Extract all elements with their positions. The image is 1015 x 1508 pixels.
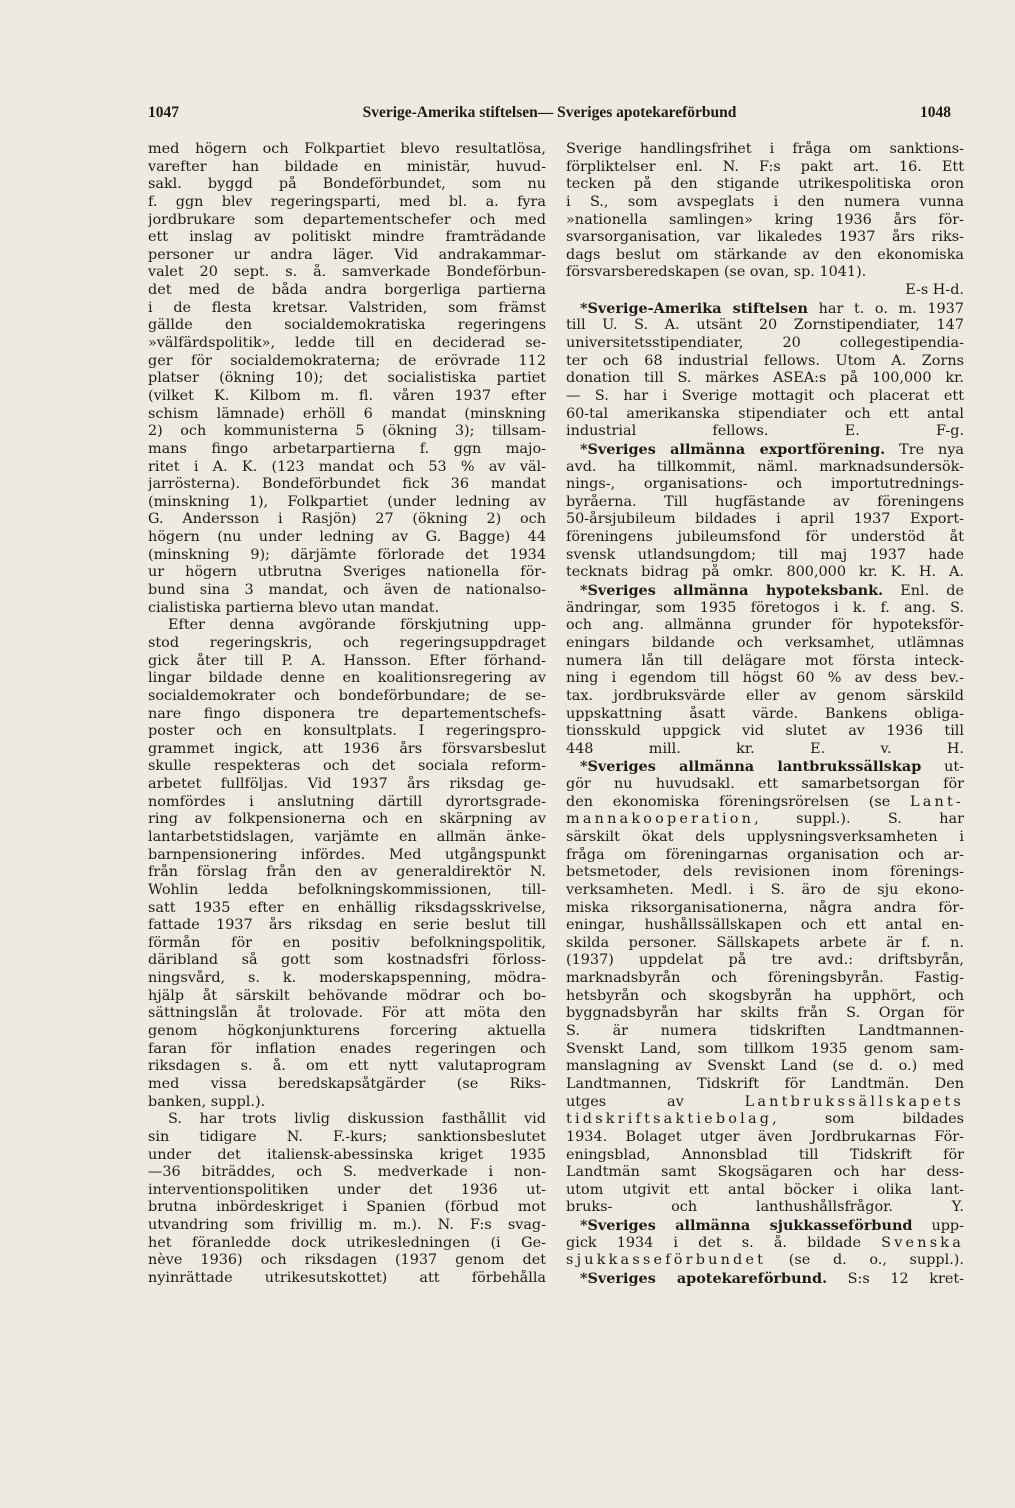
text-line: ningsvård, s. k. moderskapspenning, mödra- — [148, 970, 546, 987]
text-line: barnpensionering infördes. Med utgångspunkt — [148, 846, 546, 863]
text-run: den ekonomiska föreningsrörelsen (se — [566, 793, 910, 810]
text-run: industrial fellows. — [566, 423, 769, 440]
text-line: ring av folkpensionerna och en skärpning av — [148, 811, 546, 828]
text-line: valet 20 sept. s. å. samverkade Bondeförbun- — [148, 264, 546, 281]
page-number-left: 1047 — [148, 104, 179, 121]
text-line: (minskning 1), Folkpartiet (under ledning av — [148, 493, 546, 510]
text-line: Svenskt Land, som tillkom 1935 genom sam- — [566, 1040, 964, 1057]
text-line: svensk utlandsungdom; till maj 1937 hade — [566, 546, 964, 563]
text-line: universitetsstipendiater, 20 collegestipendia- — [566, 335, 964, 352]
text-line: miska riksorganisationerna, några andra för- — [566, 899, 964, 916]
spaced-reference: sjukkasseförbundet — [566, 1252, 767, 1269]
text-line: gällde den socialdemokratiska regeringens — [148, 317, 546, 334]
text-line: det med de båda andra borgerliga partierna — [148, 282, 546, 299]
text-run: gick 1934 i det s. å. bildade — [566, 1234, 882, 1251]
text-line: jarrösterna). Bondeförbundet fick 36 mandat — [148, 476, 546, 493]
text-line: »nationella samlingen» kring 1936 års för- — [566, 211, 964, 228]
text-line: hetsbyrån och skogsbyrån ha upphört, och — [566, 987, 964, 1004]
text-line: tecknats bidrag på omkr. 800,000 kr. K. H. A. — [566, 564, 964, 581]
text-line: 50-årsjubileum bildades i april 1937 Export- — [566, 511, 964, 528]
text-line: däribland så gott som kostnadsfri förloss- — [148, 952, 546, 969]
text-line: ur högern utbrutna Sveriges nationella för- — [148, 564, 546, 581]
author-signature: E-s H-d. — [905, 282, 964, 299]
entry-heading: *Sveriges allmänna exportförening. — [580, 440, 886, 458]
text-line: marknadsbyrån och föreningsbyrån. Fastig- — [566, 970, 964, 987]
text-line: utvandring som frivillig m. m.). N. F:s svag- — [148, 1217, 546, 1234]
text-line: Wohlin ledda befolkningskommissionen, till- — [148, 881, 546, 898]
text-line: nyinrättade utrikesutskottet) att förbehålla — [148, 1270, 546, 1286]
text-line: gör nu huvudsakl. ett samarbetsorgan för — [566, 776, 964, 793]
text-line: till U. S. A. utsänt 20 Zornstipendiater, 147 — [566, 317, 964, 334]
text-line: numera lån till delägare mot första inteck- — [566, 652, 964, 669]
text-line: byggnadsbyrån har skilts från S. Organ för — [566, 1005, 964, 1022]
text-line: stod regeringskris, och regeringsuppdraget — [148, 634, 546, 651]
text-line: Landtmän samt Skogsägaren och har dess- — [566, 1164, 964, 1181]
text-line: (minskning 9); därjämte förlorade det 1934 — [148, 546, 546, 563]
text-line: brutna inbördeskriget i Spanien (förbud mot — [148, 1199, 546, 1216]
text-run: ut- — [921, 759, 964, 776]
text-line: manslagning av Svenskt Land (se d. o.) med — [566, 1058, 964, 1075]
text-line: banken, suppl.). — [148, 1093, 266, 1110]
text-line: skilda personer. Sällskapets arbete är f. n. — [566, 934, 964, 951]
spaced-reference: Lantbrukssällskapets — [744, 1093, 964, 1110]
text-line: förmån för en positiv befolkningspolitik, — [148, 934, 546, 951]
text-line: G. Andersson i Rasjön) 27 (ökning 2) och — [148, 511, 546, 528]
spaced-reference: tidskriftsaktiebolag — [566, 1111, 773, 1128]
text-line: fattade 1937 års riksdag en serie beslut till — [148, 917, 546, 934]
text-line: nève 1936) och riksdagen (1937 genom det — [148, 1252, 546, 1269]
text-line: särskilt ökat dels upplysningsverksamheten i — [566, 828, 964, 845]
text-line — [566, 1252, 964, 1270]
text-line: varefter han bildade en ministär, huvud- — [148, 158, 546, 175]
text-line: under det italiensk-abessinska kriget 1935 — [148, 1146, 546, 1163]
text-line: socialdemokrater och bondeförbundare; de se- — [148, 687, 546, 704]
text-line: ning i egendom till högst 60 % av dess bev.- — [566, 670, 964, 687]
text-line: S. är numera tidskriften Landtmannen- — [566, 1023, 964, 1040]
text-line: donation till S. märkes ASEA:s på 100,000 kr. — [566, 370, 964, 387]
author-signature: Y. — [951, 1199, 964, 1216]
text-run: Tre nya — [885, 441, 964, 458]
text-line: 2) och kommunisterna 5 (ökning 3); tillsam- — [148, 423, 546, 440]
text-line: eningars bildande och verksamhet, utlämnas — [566, 634, 964, 651]
text-line: nomfördes i anslutning därtill dyrortsgrade- — [148, 793, 546, 810]
entry-heading: *Sveriges allmänna lantbrukssällskap — [580, 758, 922, 776]
text-line: interventionspolitiken under det 1936 ut- — [148, 1181, 546, 1198]
text-line: skulle respekteras och det sociala reform- — [148, 758, 546, 775]
text-line: tionsskuld uppgick vid slutet av 1936 till — [566, 723, 964, 740]
text-line — [566, 1217, 964, 1235]
text-line: byråerna. Till hugfästande av föreningens — [566, 493, 964, 510]
text-line: hjälp åt särskilt behövande mödrar och bo- — [148, 987, 546, 1004]
text-line: 60-tal amerikanska stipendiater och ett antal — [566, 405, 964, 422]
text-line: ett inslag av politiskt mindre framträdande — [148, 229, 546, 246]
text-line: förpliktelser enl. N. F:s pakt art. 16. Ett — [566, 158, 964, 175]
right-column — [566, 141, 964, 1288]
text-line — [566, 1199, 964, 1217]
entry-heading: *Sverige-Amerika stiftelsen — [580, 299, 809, 317]
text-line: het föranledde dock utrikesledningen (i Ge- — [148, 1234, 546, 1251]
text-line: försvarsberedskapen (se ovan, sp. 1041). — [566, 264, 867, 281]
text-line: ritet i A. K. (123 mandat och 53 % av väl- — [148, 458, 546, 475]
text-run: 448 mill. kr. — [566, 740, 755, 757]
text-line: verksamheten. Medl. i S. äro de sju ekono- — [566, 881, 964, 898]
text-line: ger för socialdemokraterna; de erövrade 112 — [148, 352, 546, 369]
text-line: »välfärdspolitik», ledde till en deciderad se- — [148, 335, 546, 352]
text-line: sättningslån åt trolovade. För att möta den — [148, 1005, 546, 1022]
spaced-reference: mannakooperation — [566, 811, 755, 828]
text-line: eningar, hushållssällskapen och ett antal en- — [566, 917, 964, 934]
text-line: bund sina 3 mandat, och även de nationalso- — [148, 582, 546, 599]
left-column — [148, 141, 546, 1288]
text-line — [566, 794, 964, 812]
text-line: utom utgivit ett antal böcker i olika lant- — [566, 1181, 964, 1198]
text-line — [566, 811, 964, 829]
text-line — [566, 423, 964, 441]
text-line: från förslag från den av generaldirektör N. — [148, 864, 546, 881]
text-line: uppskattning åsatt värde. Bankens obliga- — [566, 705, 964, 722]
text-line: gick åter till P. A. Hansson. Efter förhand- — [148, 652, 546, 669]
text-line: svarsorganisation, var likaledes 1937 års riks- — [566, 229, 964, 246]
text-line — [566, 741, 964, 759]
text-line: Efter denna avgörande förskjutning upp- — [168, 617, 546, 634]
text-run: utges av — [566, 1093, 684, 1110]
text-line: i S., som avspeglats i den numera vunna — [566, 193, 964, 210]
text-line — [566, 582, 964, 600]
text-line — [566, 300, 964, 318]
text-line: poster och en konsultplats. I regeringspro- — [148, 723, 546, 740]
text-run: upp- — [912, 1218, 964, 1235]
text-run: Enl. de — [883, 583, 964, 600]
text-line: grammet ingick, att 1936 års försvarsbeslut — [148, 740, 546, 757]
text-line: sin tidigare N. F.-kurs; sanktionsbeslutet — [148, 1128, 546, 1145]
text-line: dags beslut om stärkande av den ekonomiska — [566, 246, 964, 263]
text-line: genom högkonjunkturens forcering aktuella — [148, 1023, 546, 1040]
text-run: har t. o. m. 1937 — [808, 300, 964, 317]
text-run: (se d. o., suppl.). — [766, 1252, 964, 1269]
text-line: schism lämnade) erhöll 6 mandat (minskning — [148, 405, 546, 422]
entry-heading: *Sveriges allmänna sjukkasseförbund — [580, 1217, 913, 1235]
text-line: faran för inflation enades regeringen och — [148, 1040, 546, 1057]
text-line: f. ggn blev regeringsparti, med bl. a. fyra — [148, 193, 546, 210]
page-number-right: 1048 — [920, 104, 951, 121]
text-line: med vissa beredskapsåtgärder (se Riks- — [148, 1075, 546, 1092]
text-line: jordbrukare som departementschefer och med — [148, 211, 546, 228]
text-line — [566, 1235, 964, 1253]
text-line: ändringar, som 1935 företogos i k. f. ang. S. — [566, 599, 964, 616]
text-line: Landtmannen, Tidskrift för Landtmän. Den — [566, 1075, 964, 1092]
text-line: betsmetoder, dels revisionen inom förenings- — [566, 864, 964, 881]
text-line: —36 biträddes, och S. medverkade i non- — [148, 1164, 546, 1181]
text-line: cialistiska partierna blevo utan mandat. — [148, 599, 440, 616]
text-line: med högern och Folkpartiet blevo resultatlösa, — [148, 141, 546, 157]
text-line: nings-, organisations- och importutrednings- — [566, 476, 964, 493]
text-line: i de flesta kretsar. Valstriden, som främst — [148, 299, 546, 316]
spaced-reference: Svenska — [881, 1234, 964, 1251]
text-line: och ang. allmänna grunder för hypoteksför- — [566, 617, 964, 634]
text-line: (1937) uppdelat på tre avd.: driftsbyrån, — [566, 952, 964, 969]
text-line: 1934. Bolaget utger även Jordbrukarnas För- — [566, 1128, 964, 1145]
text-line: eningsblad, Annonsblad till Tidskrift för — [566, 1146, 964, 1163]
running-header — [148, 104, 951, 126]
text-line — [566, 1094, 964, 1112]
text-line: nare fingo disponera tre departementschefs- — [148, 705, 546, 722]
text-line — [566, 441, 964, 459]
text-line: platser (ökning 10); det socialistiska partiet — [148, 370, 546, 387]
text-line: tecken på den stigande utrikespolitiska oron — [566, 176, 964, 193]
text-line: (vilket K. Kilbom m. fl. våren 1937 efter — [148, 387, 546, 404]
text-run: S:s 12 kret- — [827, 1271, 964, 1287]
text-run: , som bildades — [772, 1111, 964, 1128]
text-line: fråga om föreningarnas organisation och ar- — [566, 846, 964, 863]
text-line: föreningens jubileumsfond för understöd åt — [566, 529, 964, 546]
text-line: arbetet fullföljas. Vid 1937 års riksdag ge- — [148, 776, 546, 793]
text-line: ter och 68 industrial fellows. Utom A. Zorns — [566, 352, 964, 369]
text-line: högern (nu under ledning av G. Bagge) 44 — [148, 529, 546, 546]
text-line: personer ur andra läger. Vid andrakammar- — [148, 246, 546, 263]
text-line: riksdagen s. å. om ett nytt valutaprogram — [148, 1058, 546, 1075]
text-line: lantarbetstidslagen, varjämte en allmän änke- — [148, 828, 546, 845]
text-line: mans fingo arbetarpartierna f. ggn majo- — [148, 440, 546, 457]
text-line: tax. jordbruksvärde eller av genom särskild — [566, 687, 964, 704]
text-line: lingar bildade denne en koalitionsregering av — [148, 670, 546, 687]
text-line: S. har trots livlig diskussion fasthållit vid — [168, 1111, 546, 1128]
text-line: Sverige handlingsfrihet i fråga om sanktions- — [566, 141, 964, 157]
text-line: sakl. byggd på Bondeförbundet, som nu — [148, 176, 546, 193]
text-run: , suppl.). S. har — [754, 811, 964, 828]
text-line — [566, 1270, 964, 1288]
entry-heading: *Sveriges apotekareförbund. — [580, 1270, 828, 1287]
text-run: bruks- och lanthushållsfrågor. — [566, 1199, 893, 1216]
entry-heading: *Sveriges allmänna hypoteksbank. — [580, 582, 884, 600]
text-line — [566, 1111, 964, 1129]
text-line: avd. ha tillkommit, näml. marknadsundersök- — [566, 458, 964, 475]
author-signature: E. F-g. — [844, 423, 964, 440]
spaced-reference: Lant- — [909, 793, 964, 810]
author-signature: E. v. H. — [810, 740, 964, 757]
text-line: — S. har i Sverige mottagit och placerat ett — [566, 387, 964, 404]
text-line — [566, 758, 964, 776]
running-title: Sverige-Amerika stiftelsen— Sveriges apotekareförbund — [362, 104, 737, 121]
text-line: satt 1935 efter en enhällig riksdagsskrivelse, — [148, 899, 546, 916]
